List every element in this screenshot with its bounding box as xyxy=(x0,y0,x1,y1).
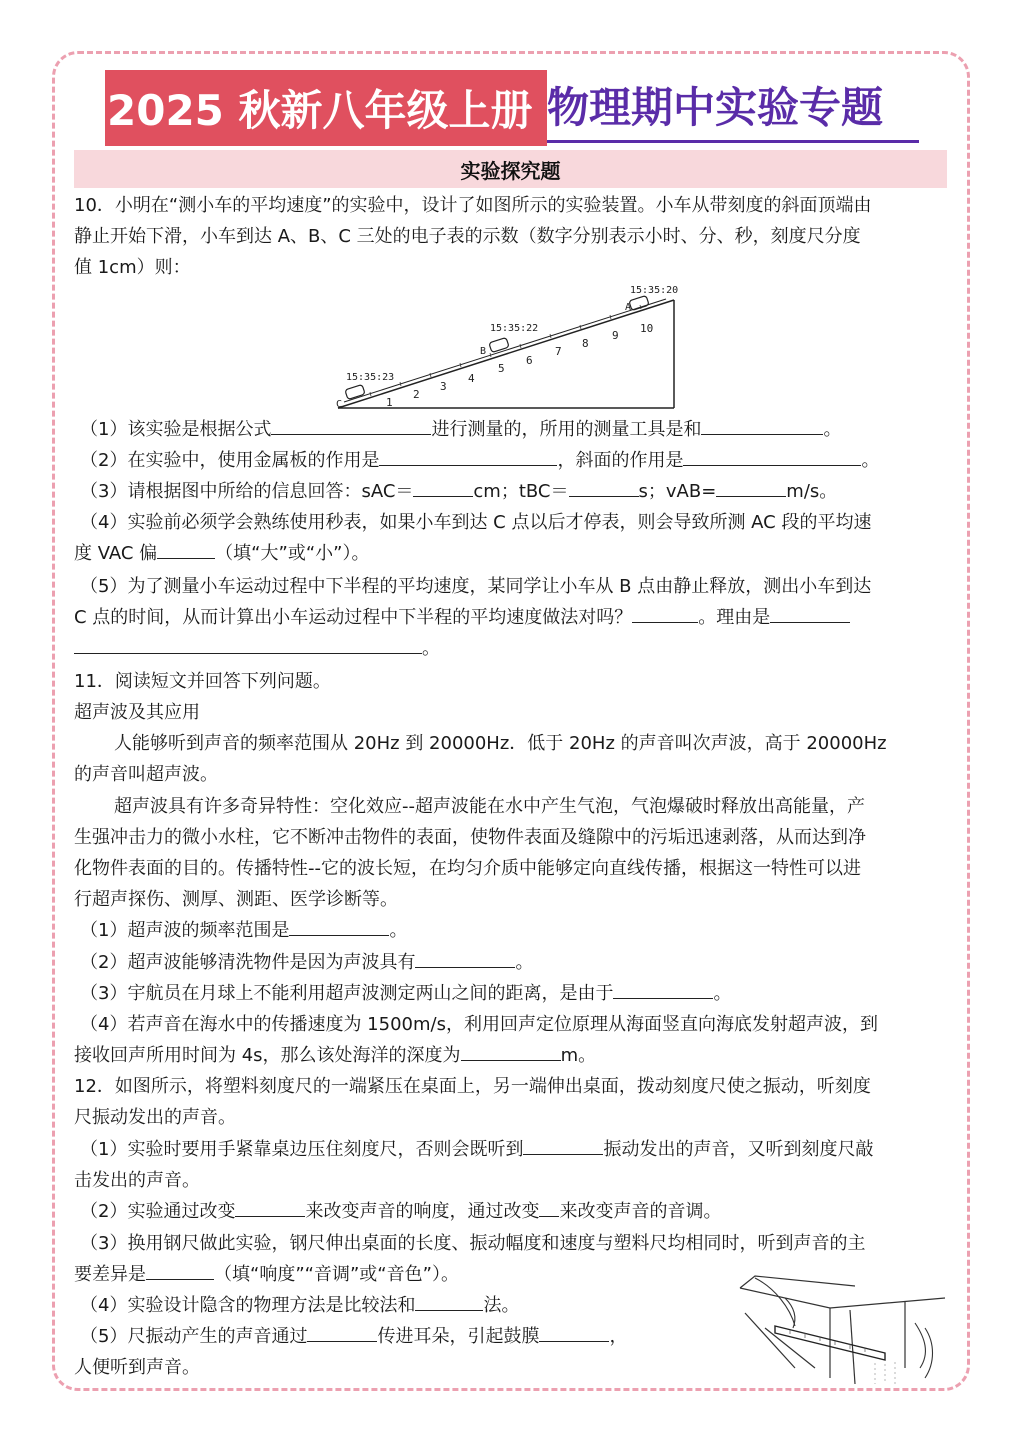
answer-blank[interactable] xyxy=(701,414,823,435)
time-c: 15:35:23 xyxy=(346,372,395,383)
tick-label: 3 xyxy=(440,380,447,393)
q11-stem: 11．阅读短文并回答下列问题。 xyxy=(74,671,331,692)
section-heading: 实验探究题 xyxy=(74,150,947,188)
answer-blank[interactable] xyxy=(415,1290,483,1311)
time-a: 15:35:20 xyxy=(630,285,679,296)
answer-blank[interactable] xyxy=(461,1040,561,1061)
q10-part3: （3）请根据图中所给的信息回答：sAC＝ cm；tBC＝ s；vAB= m/s。 xyxy=(80,476,837,507)
q12-part1-line1: （1）实验时要用手紧靠桌边压住刻度尺，否则会既听到 振动发出的声音，又听到刻度尺敲 xyxy=(80,1134,873,1165)
answer-blank[interactable] xyxy=(74,633,422,654)
answer-blank[interactable] xyxy=(613,978,713,999)
q11-part4-line1: （4）若声音在海水中的传播速度为 1500m/s，利用回声定位原理从海面竖直向海底发射超声波，到 xyxy=(80,1014,878,1035)
label-a: A xyxy=(625,302,632,313)
q11-heading: 超声波及其应用 xyxy=(74,702,200,723)
q11-part3: （3）宇航员在月球上不能利用超声波测定两山之间的距离，是由于 。 xyxy=(80,978,731,1009)
answer-blank[interactable] xyxy=(770,602,850,623)
tick-label: 7 xyxy=(555,345,562,358)
answer-blank[interactable] xyxy=(289,915,389,936)
q11-para2-line4: 行超声探伤、测厚、测距、医学诊断等。 xyxy=(74,889,398,910)
answer-blank[interactable] xyxy=(632,602,698,623)
q11-para2-line1: 超声波具有许多奇异特性：空化效应--超声波能在水中产生气泡，气泡爆破时释放出高能量，产 xyxy=(114,796,865,817)
q11-para2-line2: 生强冲击力的微小水柱，它不断冲击物件的表面，使物件表面及缝隙中的污垢迅速剥落，从而达到净 xyxy=(74,827,866,848)
q11-para2-line3: 化物件表面的目的。传播特性--它的波长短，在均匀介质中能够定向直线传播，根据这一特性可以进 xyxy=(74,858,861,879)
title-grade-banner: 2025 秋新八年级上册 xyxy=(105,70,547,146)
answer-blank[interactable] xyxy=(683,445,861,466)
q10-part4-line1: （4）实验前必须学会熟练使用秒表，如果小车到达 C 点以后才停表，则会导致所测 AC 段的平均速 xyxy=(80,512,872,533)
q10-stem-line1: 10．小明在“测小车的平均速度”的实验中，设计了如图所示的实验装置。小车从带刻度的斜面顶端由 xyxy=(74,195,872,216)
q12-part2: （2）实验通过改变 来改变声音的响度，通过改变 来改变声音的音调。 xyxy=(80,1196,721,1227)
answer-blank[interactable] xyxy=(146,1259,214,1280)
answer-blank[interactable] xyxy=(539,1321,609,1342)
answer-blank[interactable] xyxy=(539,1196,559,1217)
answer-blank[interactable] xyxy=(235,1196,305,1217)
tick-label: 8 xyxy=(582,337,589,350)
label-c: C xyxy=(336,399,343,410)
tick-label: 10 xyxy=(640,322,654,335)
q12-part5-line1: （5）尺振动产生的声音通过 传进耳朵，引起鼓膜 ， xyxy=(80,1321,627,1352)
q11-para1-line1: 人能够听到声音的频率范围从 20Hz 到 20000Hz．低于 20Hz 的声音叫次声波，高于 20000Hz xyxy=(114,733,887,754)
tick-label: 9 xyxy=(612,329,619,342)
ruler-table-figure xyxy=(735,1268,955,1386)
answer-blank[interactable] xyxy=(157,538,215,559)
title-subject: 物理期中实验专题 xyxy=(547,70,919,143)
time-b: 15:35:22 xyxy=(490,323,539,334)
q10-part5-line2: C 点的时间，从而计算出小车运动过程中下半程的平均速度做法对吗？ 。理由是 xyxy=(74,602,850,633)
q10-part5-line1: （5）为了测量小车运动过程中下半程的平均速度，某同学让小车从 B 点由静止释放，测出小车到达 xyxy=(80,576,872,597)
q11-para1-line2: 的声音叫超声波。 xyxy=(74,764,218,785)
incline-figure xyxy=(330,280,690,415)
q12-stem-line1: 12．如图所示，将塑料刻度尺的一端紧压在桌面上，另一端伸出桌面，拨动刻度尺使之振动，听刻度 xyxy=(74,1076,871,1097)
q12-part5-line2: 人便听到声音。 xyxy=(74,1357,200,1378)
answer-blank[interactable] xyxy=(413,476,473,497)
q10-stem-line2: 静止开始下滑，小车到达 A、B、C 三处的电子表的示数（数字分别表示小时、分、秒，刻度尺分度 xyxy=(74,226,861,247)
q10-part5-line3: 。 xyxy=(74,633,440,664)
label-b: B xyxy=(480,346,487,357)
tick-label: 2 xyxy=(413,388,420,401)
answer-blank[interactable] xyxy=(415,947,515,968)
q12-part3-line2: 要差异是 （填“响度”“音调”或“音色”）。 xyxy=(74,1259,459,1290)
tick-label: 6 xyxy=(526,354,533,367)
q12-stem-line2: 尺振动发出的声音。 xyxy=(74,1107,236,1128)
q12-part3-line1: （3）换用钢尺做此实验，钢尺伸出桌面的长度、振动幅度和速度与塑料尺均相同时，听到声音的主 xyxy=(80,1233,866,1254)
tick-label: 4 xyxy=(468,372,475,385)
answer-blank[interactable] xyxy=(307,1321,377,1342)
answer-blank[interactable] xyxy=(271,414,431,435)
q12-part1-line2: 击发出的声音。 xyxy=(74,1170,200,1191)
q10-part2: （2）在实验中，使用金属板的作用是 ，斜面的作用是 。 xyxy=(80,445,879,476)
tick-label: 1 xyxy=(386,396,393,409)
q11-part2: （2）超声波能够清洗物件是因为声波具有 。 xyxy=(80,947,533,978)
tick-label: 5 xyxy=(498,362,505,375)
car-icon xyxy=(345,295,649,399)
q10-part4-line2: 度 VAC 偏 （填“大”或“小”）。 xyxy=(74,538,369,569)
page-title xyxy=(105,70,919,146)
q10-stem-line3: 值 1cm）则： xyxy=(74,257,191,278)
answer-blank[interactable] xyxy=(716,476,786,497)
answer-blank[interactable] xyxy=(569,476,639,497)
q11-part1: （1）超声波的频率范围是 。 xyxy=(80,915,407,946)
answer-blank[interactable] xyxy=(379,445,557,466)
answer-blank[interactable] xyxy=(523,1134,603,1155)
q10-part1: （1）该实验是根据公式 进行测量的，所用的测量工具是和 。 xyxy=(80,414,841,445)
q12-part4: （4）实验设计隐含的物理方法是比较法和 法。 xyxy=(80,1290,519,1321)
q11-part4-line2: 接收回声所用时间为 4s，那么该处海洋的深度为 m。 xyxy=(74,1040,596,1071)
